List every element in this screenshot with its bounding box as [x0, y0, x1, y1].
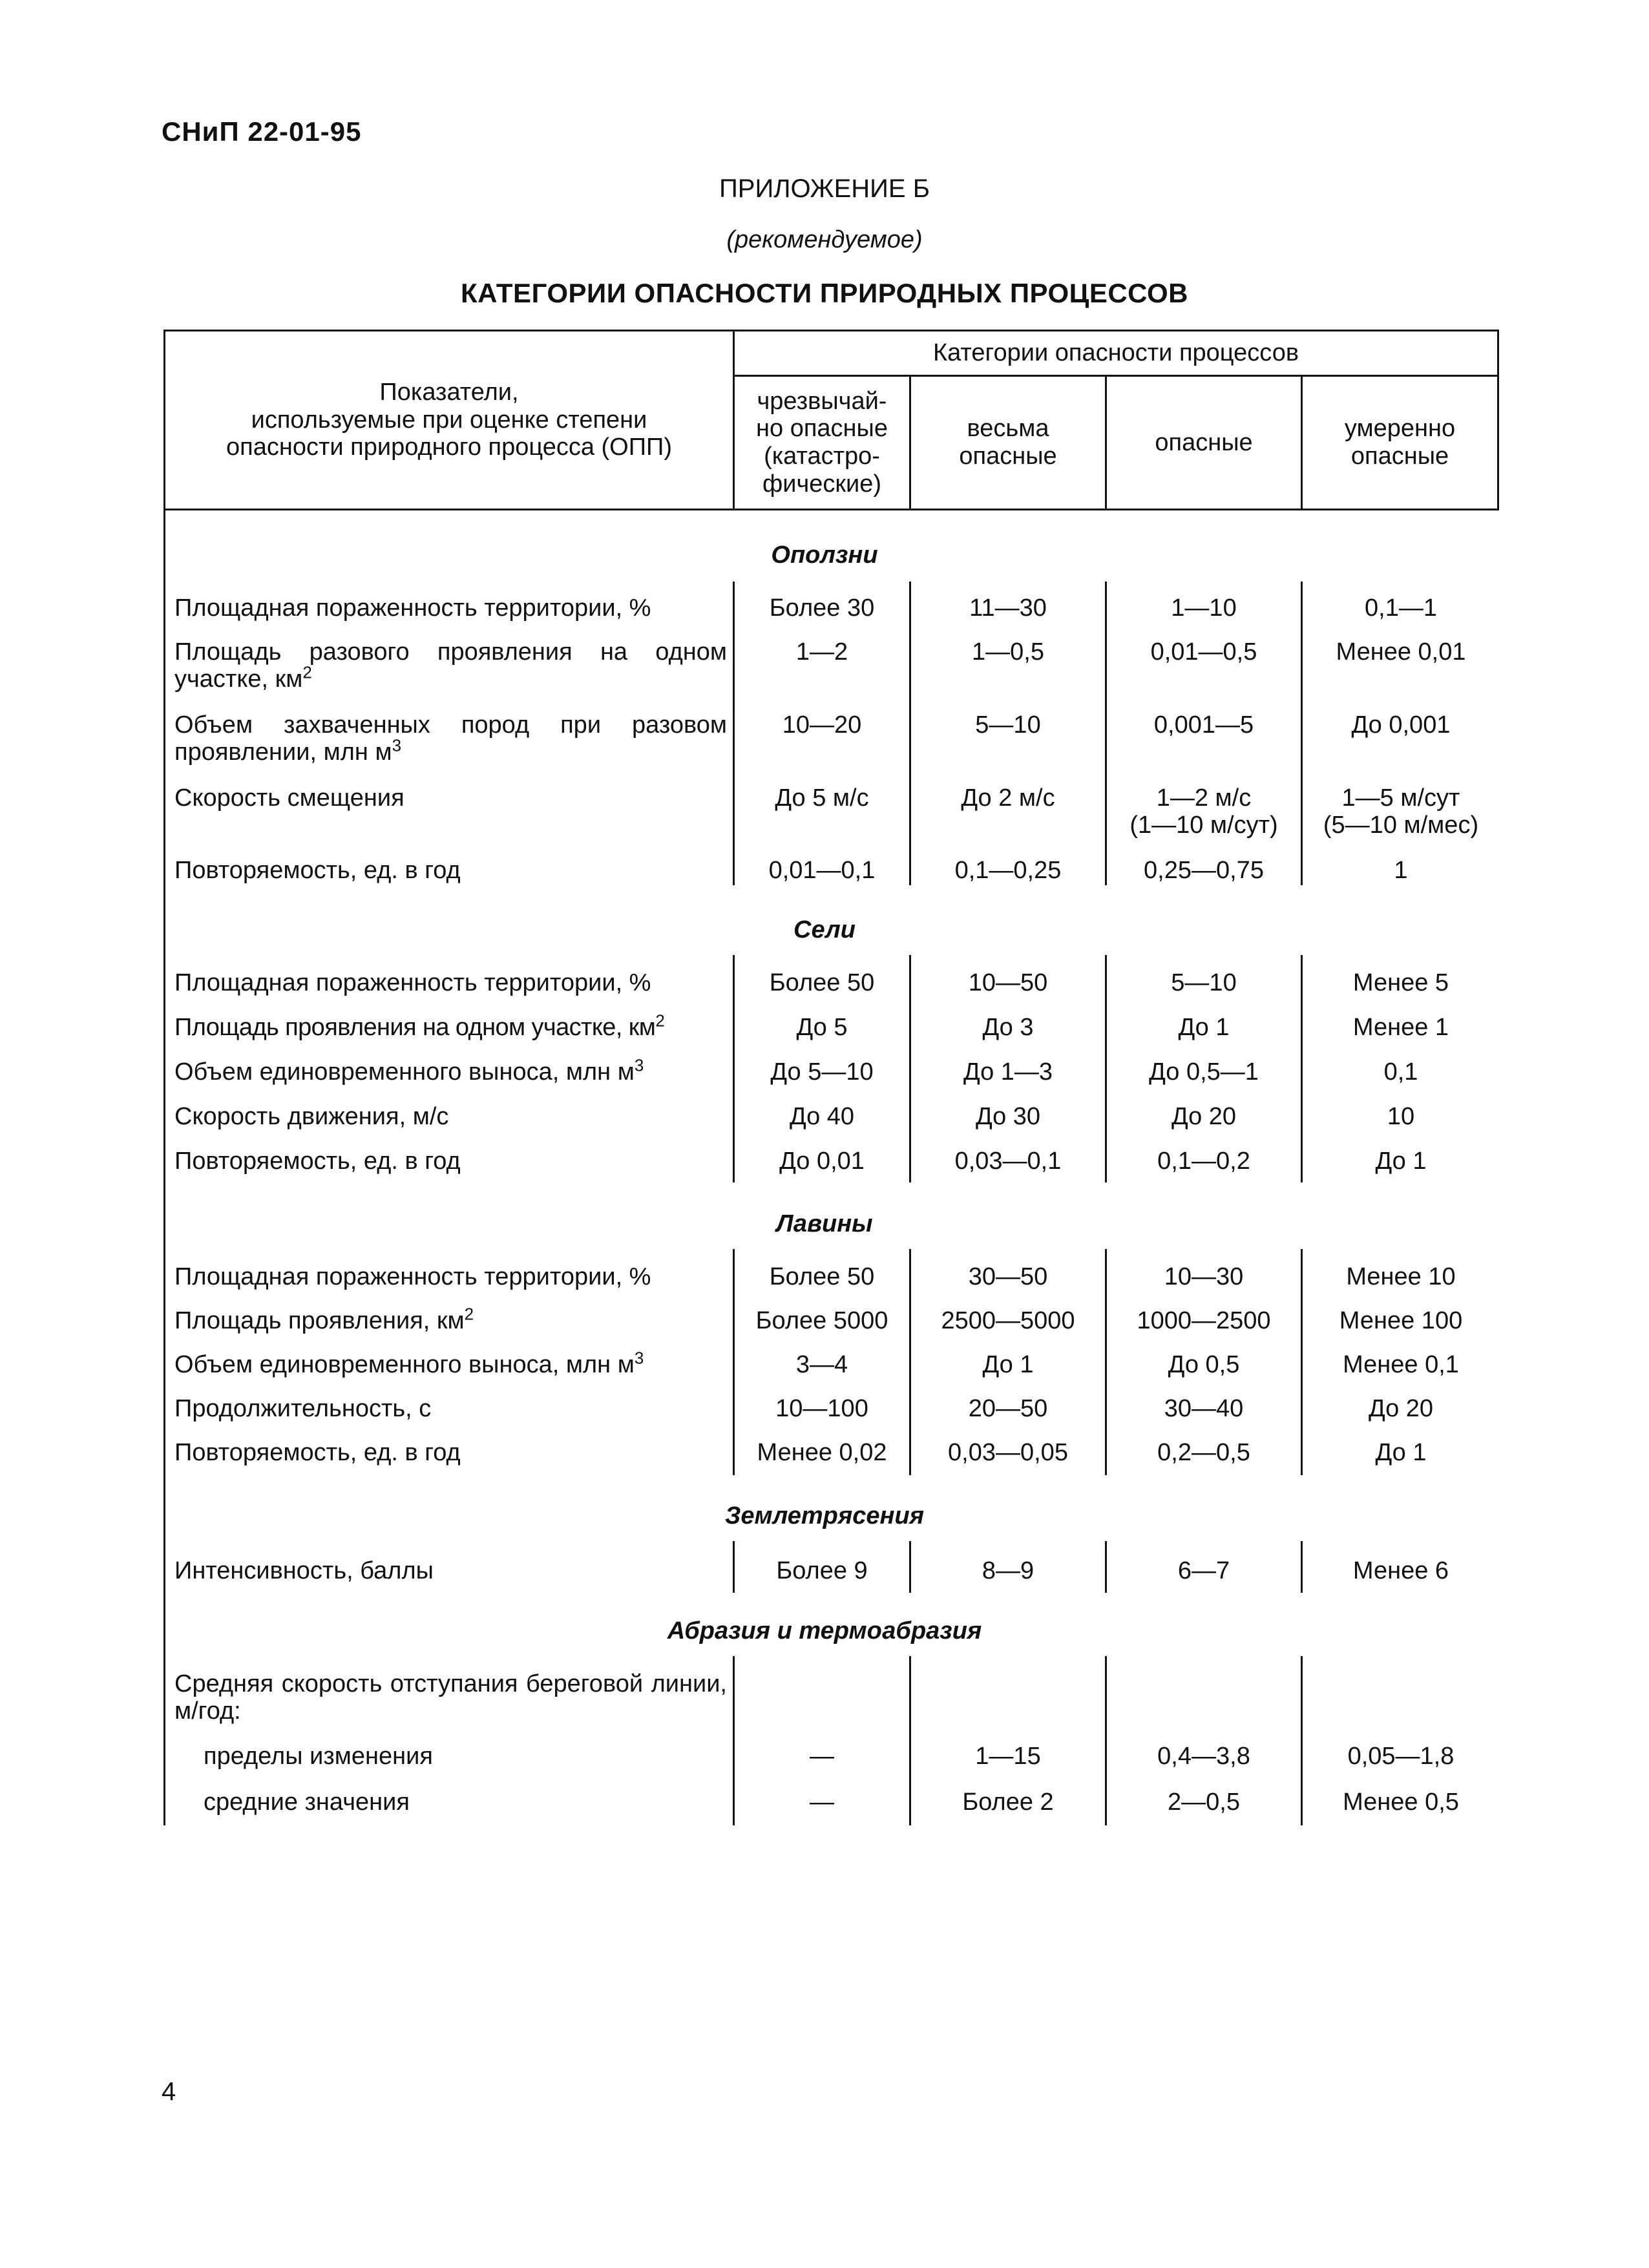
value-dangerous: 30—40	[1164, 1395, 1244, 1422]
value-very-dangerous: 1—15	[975, 1743, 1041, 1770]
header-indicator: Показатели, используемые при оценке степени опасности природного процесса (ОПП)	[226, 379, 673, 461]
value-extreme: До 5 м/с	[775, 784, 869, 812]
row-label: Площадная пораженность территории, %	[174, 594, 651, 622]
value-very-dangerous: 11—30	[969, 594, 1047, 622]
header-category-very-dangerous: весьма опасные	[959, 415, 1057, 470]
value-moderate: 0,1	[1383, 1058, 1418, 1086]
value-dangerous: До 20	[1171, 1103, 1237, 1130]
row-label: Скорость смещения	[174, 784, 404, 812]
value-moderate: Менее 0,5	[1343, 1789, 1459, 1816]
value-dangerous: 0,4—3,8	[1157, 1743, 1250, 1770]
row-label: средние значения	[204, 1789, 410, 1816]
value-very-dangerous: 5—10	[975, 711, 1041, 739]
page-number: 4	[162, 2077, 176, 2106]
value-extreme: 10—100	[775, 1395, 868, 1422]
value-extreme: До 5	[796, 1014, 848, 1041]
section-title-mudflows: Сели	[793, 916, 856, 943]
value-moderate: До 20	[1368, 1395, 1434, 1422]
value-moderate: До 0,001	[1351, 711, 1451, 739]
value-dangerous: 0,1—0,2	[1157, 1148, 1250, 1175]
section-title-avalanches: Лавины	[776, 1210, 873, 1237]
value-moderate: 0,05—1,8	[1347, 1743, 1455, 1770]
appendix-title: ПРИЛОЖЕНИЕ Б	[719, 174, 930, 203]
value-dangerous: 10—30	[1164, 1263, 1244, 1290]
header-category-extreme: чрезвычай- но опасные (катастро- фические)	[756, 387, 888, 498]
value-moderate: Менее 100	[1339, 1307, 1463, 1334]
row-label: Площадь проявления, $км^2$	[174, 1304, 474, 1334]
header-category-dangerous: опасные	[1155, 428, 1253, 456]
value-dangerous: 0,25—0,75	[1144, 857, 1264, 884]
row-label: Площадь проявления на одном участке, $км^2$	[174, 1011, 665, 1041]
value-extreme: Более 9	[776, 1557, 868, 1584]
header-bottom-border	[163, 509, 1499, 510]
value-very-dangerous: До 1—3	[963, 1058, 1053, 1086]
value-extreme: Более 5000	[755, 1307, 888, 1334]
value-very-dangerous: До 2 м/с	[961, 784, 1055, 812]
value-extreme: 1—2	[795, 638, 848, 666]
value-extreme: 3—4	[795, 1351, 848, 1378]
row-label: Продолжительность, с	[174, 1395, 432, 1422]
value-extreme: До 0,01	[779, 1148, 865, 1175]
row-label: Объем единовременного выноса, млн $м^3$	[174, 1055, 644, 1086]
value-very-dangerous: 10—50	[968, 969, 1048, 996]
row-label: Объем единовременного выноса, млн $м^3$	[174, 1348, 644, 1378]
value-very-dangerous: До 30	[975, 1103, 1041, 1130]
value-very-dangerous: 8—9	[982, 1557, 1035, 1584]
value-moderate: Менее 1	[1352, 1014, 1449, 1041]
value-moderate: Менее 6	[1352, 1557, 1449, 1584]
value-moderate: Менее 5	[1352, 969, 1449, 996]
value-extreme: —	[810, 1789, 834, 1816]
row-label: Объем захваченных пород при разовом проявлении, млн $м^3$	[174, 711, 727, 766]
value-dangerous: 1000—2500	[1137, 1307, 1271, 1334]
value-very-dangerous: 1—0,5	[972, 638, 1044, 666]
value-moderate: Менее 10	[1346, 1263, 1456, 1290]
value-dangerous: 1—2 м/с (1—10 м/сут)	[1129, 784, 1278, 839]
value-very-dangerous: Более 2	[962, 1789, 1054, 1816]
value-dangerous: 5—10	[1171, 969, 1237, 996]
section-title-earthquakes: Землетрясения	[724, 1502, 925, 1529]
value-extreme: До 5—10	[770, 1058, 874, 1086]
row-label: Площадная пораженность территории, %	[174, 1263, 651, 1290]
section-title-abrasion: Абразия и термоабразия	[667, 1617, 982, 1644]
row-label: пределы изменения	[204, 1743, 433, 1770]
value-very-dangerous: До 3	[982, 1014, 1034, 1041]
value-dangerous: 1—10	[1171, 594, 1237, 622]
value-moderate: 10	[1387, 1103, 1415, 1130]
value-moderate: 1—5 м/сут (5—10 м/мес)	[1323, 784, 1479, 839]
value-extreme: Менее 0,02	[757, 1439, 887, 1466]
row-label: Повторяемость, ед. в год	[174, 1148, 461, 1175]
value-very-dangerous: 0,03—0,05	[948, 1439, 1068, 1466]
value-very-dangerous: 0,1—0,25	[954, 857, 1062, 884]
value-moderate: До 1	[1375, 1148, 1427, 1175]
value-extreme: Более 30	[769, 594, 875, 622]
value-moderate: 0,1—1	[1365, 594, 1437, 622]
row-label: Площадная пораженность территории, %	[174, 969, 651, 996]
row-label: Повторяемость, ед. в год	[174, 857, 461, 884]
value-dangerous: До 1	[1178, 1014, 1230, 1041]
value-extreme: Более 50	[769, 1263, 875, 1290]
value-dangerous: 0,001—5	[1153, 711, 1254, 739]
page-title: КАТЕГОРИИ ОПАСНОСТИ ПРИРОДНЫХ ПРОЦЕССОВ	[461, 278, 1188, 308]
row-label: Средняя скорость отступания береговой линии, м/год:	[174, 1670, 727, 1725]
row-label: Повторяемость, ед. в год	[174, 1439, 461, 1466]
appendix-note: (рекомендуемое)	[726, 226, 923, 253]
row-label: Интенсивность, баллы	[174, 1557, 434, 1584]
row-label: Скорость движения, м/с	[174, 1103, 449, 1130]
value-dangerous: 6—7	[1177, 1557, 1230, 1584]
value-dangerous: 0,2—0,5	[1157, 1439, 1250, 1466]
section-title-landslides: Оползни	[771, 541, 878, 569]
value-dangerous: До 0,5—1	[1149, 1058, 1259, 1086]
value-moderate: До 1	[1375, 1439, 1427, 1466]
value-very-dangerous: 0,03—0,1	[954, 1148, 1062, 1175]
value-extreme: 0,01—0,1	[768, 857, 876, 884]
row-label: Площадь разового проявления на одном участке, $км^2$	[174, 638, 727, 693]
value-extreme: До 40	[789, 1103, 855, 1130]
value-very-dangerous: 20—50	[968, 1395, 1048, 1422]
value-moderate: Менее 0,01	[1336, 638, 1466, 666]
value-moderate: 1	[1394, 857, 1408, 884]
value-extreme: Более 50	[769, 969, 875, 996]
header-right-border	[1497, 330, 1499, 510]
value-dangerous: 0,01—0,5	[1150, 638, 1257, 666]
value-moderate: Менее 0,1	[1343, 1351, 1459, 1378]
value-extreme: —	[810, 1743, 834, 1770]
value-very-dangerous: До 1	[982, 1351, 1034, 1378]
value-very-dangerous: 2500—5000	[941, 1307, 1075, 1334]
header-category-moderate: умеренно опасные	[1344, 415, 1456, 470]
document-code: СНиП 22-01-95	[162, 116, 362, 147]
value-very-dangerous: 30—50	[968, 1263, 1048, 1290]
value-dangerous: 2—0,5	[1168, 1789, 1240, 1816]
header-category-group: Категории опасности процессов	[932, 339, 1299, 367]
value-dangerous: До 0,5	[1168, 1351, 1240, 1378]
value-extreme: 10—20	[782, 711, 862, 739]
